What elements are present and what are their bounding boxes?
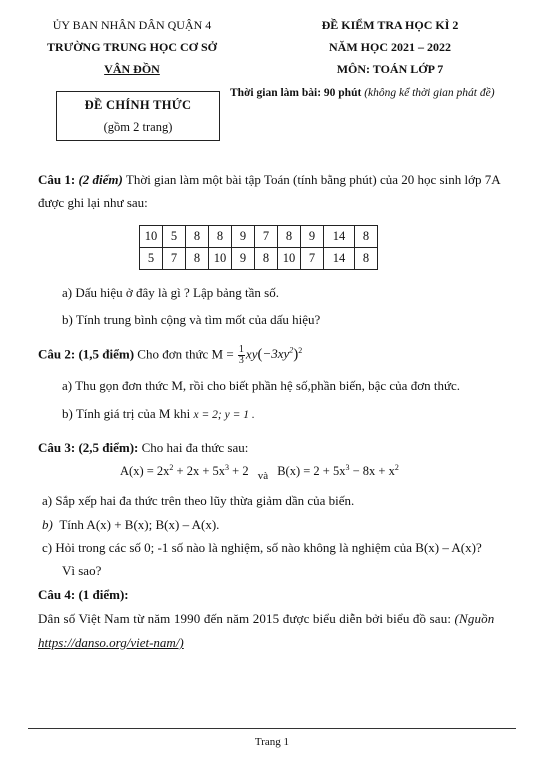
q3-part-b: b) Tính A(x) + B(x); B(x) – A(x). — [42, 517, 220, 532]
header-department: ỦY BAN NHÂN DÂN QUẬN 4 — [52, 18, 212, 32]
table-cell: 10 — [209, 248, 232, 270]
official-exam-title: ĐỀ CHÍNH THỨC — [84, 98, 192, 112]
header-time: Thời gian làm bài: 90 phút (không kể thời gian phát đề) — [230, 87, 495, 99]
table-cell: 7 — [301, 248, 324, 270]
q3-part-a: a) Sắp xếp hai đa thức trên theo lũy thừa giảm dần của biến. — [42, 493, 355, 508]
page-number: Trang 1 — [254, 736, 290, 748]
table-cell: 14 — [324, 226, 355, 248]
q2-prompt: Câu 2: (1,5 điểm) Cho đơn thức M = $\frac{1}{3}$ $xy(-3xy^2)^2$ — [38, 343, 303, 366]
table-cell: 8 — [186, 248, 209, 270]
header-school-name: VÂN ĐỒN — [104, 62, 160, 76]
q3-part-c: c) Hỏi trong các số 0; -1 số nào là nghiệm, số nào không là nghiệm của B(x) – A(x)? — [42, 540, 482, 555]
q3-prompt: Câu 3: (2,5 điểm): Cho hai đa thức sau: — [38, 440, 249, 455]
polynomial-b: $B(x) = 2 + 5x^3 - 8x + x^2$ — [277, 463, 399, 479]
header-school: TRƯỜNG TRUNG HỌC CƠ SỞ — [46, 40, 217, 54]
q2-part-a: a) Thu gọn đơn thức M, rồi cho biết phần hệ số,phần biến, bậc của đơn thức. — [62, 378, 461, 393]
table-cell: 8 — [355, 248, 378, 270]
table-cell: 8 — [209, 226, 232, 248]
table-row — [140, 226, 378, 248]
q3-part-c-line2: Vì sao? — [62, 563, 102, 578]
q4-label: Câu 4: (1 điểm): — [38, 587, 129, 602]
q3-polynomials: $A(x) = 2x^2 + 2x + 5x^3 + 2$ và $B(x) = 2 + 5x^3 - 8x + x^2$ — [120, 463, 399, 483]
table-cell: 8 — [255, 248, 278, 270]
q1-part-a: a) Dấu hiệu ở đây là gì ? Lập bảng tần số. — [62, 285, 279, 300]
q2-monomial: xy — [245, 346, 258, 362]
page-count: (gồm 2 trang) — [103, 120, 173, 134]
table-cell: 9 — [232, 248, 255, 270]
footer-divider — [28, 728, 516, 729]
table-cell: 8 — [186, 226, 209, 248]
table-cell: 10 — [278, 248, 301, 270]
table-cell: 8 — [355, 226, 378, 248]
q2-fraction: $\frac{1}{3}$ — [238, 343, 244, 366]
q1-prompt: Câu 1: (2 điểm) Thời gian làm một bài tập Toán (tính bằng phút) của 20 học sinh lớp 7A — [38, 172, 501, 187]
q1-part-b: b) Tính trung bình cộng và tìm mốt của dấu hiệu? — [62, 312, 321, 327]
header-school-year: NĂM HỌC 2021 – 2022 — [329, 40, 451, 54]
q4-source-link[interactable]: https://danso.org/viet-nam/) — [38, 635, 184, 650]
official-exam-box — [56, 91, 220, 141]
table-cell: 14 — [324, 248, 355, 270]
table-cell: 7 — [255, 226, 278, 248]
table-cell: 10 — [140, 226, 163, 248]
header-subject: MÔN: TOÁN LỚP 7 — [336, 62, 444, 76]
q2-part-b: b) Tính giá trị của M khi x = 2; y = 1 . — [62, 406, 255, 421]
q1-prompt-line2: được ghi lại như sau: — [38, 195, 148, 210]
q4-text: Dân số Việt Nam từ năm 1990 đến năm 2015 được biểu diễn bởi biểu đồ sau: (Nguồn — [38, 611, 495, 626]
table-row — [140, 248, 378, 270]
q1-data-table — [139, 225, 378, 270]
table-cell: 9 — [232, 226, 255, 248]
table-cell: 8 — [278, 226, 301, 248]
header-exam-title: ĐỀ KIỂM TRA HỌC KÌ 2 — [321, 18, 459, 32]
table-cell: 9 — [301, 226, 324, 248]
q2-bracket: ( — [257, 346, 263, 363]
table-cell: 5 — [140, 248, 163, 270]
table-cell: 5 — [163, 226, 186, 248]
polynomial-a: $A(x) = 2x^2 + 2x + 5x^3 + 2$ — [120, 463, 249, 479]
table-cell: 7 — [163, 248, 186, 270]
